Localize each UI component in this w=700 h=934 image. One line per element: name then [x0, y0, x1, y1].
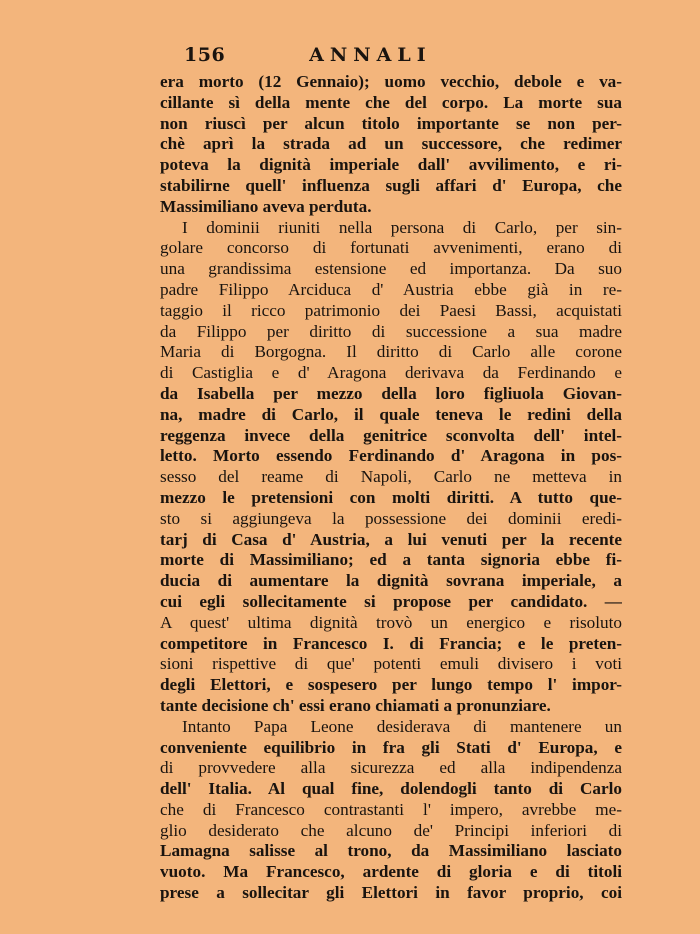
text-line: sioni rispettive di que' potenti emuli divisero i voti: [160, 654, 622, 674]
text-line: Maria di Borgogna. Il diritto di Carlo alle corone: [160, 342, 622, 362]
text-line: da Filippo per diritto di successione a sua madre: [160, 321, 622, 341]
text-line: prese a sollecitar gli Elettori in favor proprio, coi: [160, 883, 622, 903]
text-line: stabilirne quell' influenza sugli affari d' Europa, che: [160, 175, 622, 195]
text-line: di provvedere alla sicurezza ed alla indipendenza: [160, 758, 622, 778]
text-line: di Castiglia e d' Aragona derivava da Ferdinando e: [160, 363, 622, 383]
text-line: era morto (12 Gennaio); uomo vecchio, debole e va-: [160, 72, 622, 91]
text-line: dell' Italia. Al qual fine, dolendogli tanto di Carlo: [160, 779, 622, 799]
text-line: sto si aggiungeva la possessione dei dominii eredi-: [160, 508, 622, 528]
text-line: cui egli sollecitamente si propose per candidato. —: [160, 591, 622, 611]
text-line: A quest' ultima dignità trovò un energico e risoluto: [160, 612, 622, 632]
text-line: Massimiliano aveva perduta.: [160, 196, 372, 216]
body-text: [160, 72, 622, 904]
text-line: degli Elettori, e sospesero per lungo tempo l' impor-: [160, 675, 622, 695]
text-line: conveniente equilibrio in fra gli Stati d' Europa, e: [160, 737, 622, 757]
text-line: Lamagna salisse al trono, da Massimiliano lasciato: [160, 841, 622, 861]
text-line: da Isabella per mezzo della loro figliuola Giovan-: [160, 383, 622, 403]
page-header: [184, 44, 490, 66]
text-line: ducia di aumentare la dignità sovrana imperiale, a: [160, 571, 622, 591]
text-line: non riuscì per alcun titolo importante se non per-: [160, 113, 622, 133]
text-line: glio desiderato che alcuno de' Principi inferiori di: [160, 820, 622, 840]
text-line: Intanto Papa Leone desiderava di mantenere un: [182, 716, 622, 736]
text-line: morte di Massimiliano; ed a tanta signoria ebbe fi-: [160, 550, 622, 570]
text-line: na, madre di Carlo, il quale teneva le redini della: [160, 404, 622, 424]
page-number: 156: [184, 44, 226, 66]
text-line: una grandissima estensione ed importanza. Da suo: [160, 259, 622, 279]
text-line: tarj di Casa d' Austria, a lui venuti per la recente: [160, 529, 622, 549]
text-line: letto. Morto essendo Ferdinando d' Aragona in pos-: [160, 446, 622, 466]
text-line: reggenza invece della genitrice sconvolta dell' intel-: [160, 425, 622, 445]
text-line: padre Filippo Arciduca d' Austria ebbe già in re-: [160, 279, 622, 299]
text-line: mezzo le pretensioni con molti diritti. A tutto que-: [160, 487, 622, 507]
text-line: che di Francesco contrastanti l' impero, avrebbe me-: [160, 799, 622, 819]
text-line: golare concorso di fortunati avvenimenti, erano di: [160, 238, 622, 258]
text-line: competitore in Francesco I. di Francia; e le preten-: [160, 633, 622, 653]
text-line: vuoto. Ma Francesco, ardente di gloria e di titoli: [160, 862, 622, 882]
text-line: sesso del reame di Napoli, Carlo ne metteva in: [160, 467, 622, 487]
text-line: chè aprì la strada ad un successore, che redimer: [160, 134, 622, 154]
text-line: cillante sì della mente che del corpo. La morte sua: [160, 92, 622, 112]
text-line: I dominii riuniti nella persona di Carlo, per sin-: [182, 217, 622, 237]
text-line: taggio il ricco patrimonio dei Paesi Bassi, acquistati: [160, 300, 622, 320]
text-line: poteva la dignità imperiale dall' avvilimento, e ri-: [160, 155, 622, 175]
text-line: tante decisione ch' essi erano chiamati a pronunziare.: [160, 695, 551, 715]
running-head: ANNALI: [309, 44, 432, 66]
